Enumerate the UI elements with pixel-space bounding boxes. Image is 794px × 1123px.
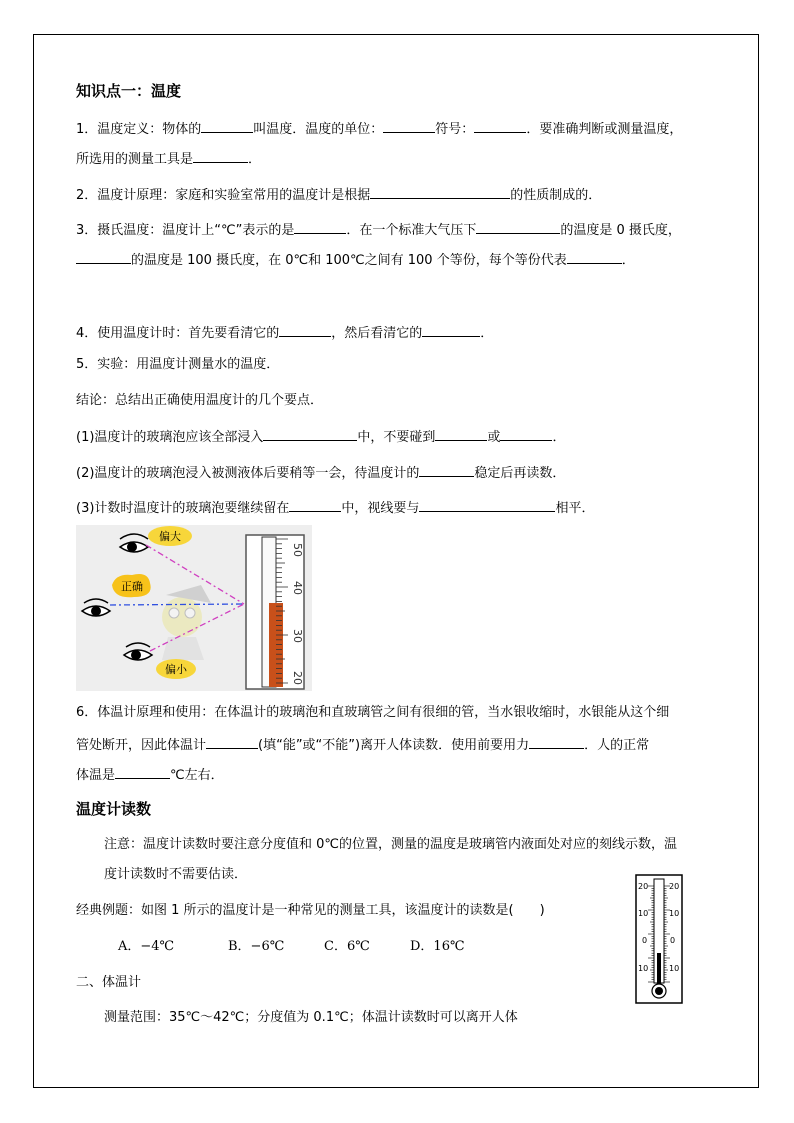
item-5: 5．实验：用温度计测量水的温度．: [76, 357, 280, 372]
option-b[interactable]: B．−6℃: [228, 939, 285, 954]
text: (3)计数时温度计的玻璃泡要继续留在: [76, 501, 290, 516]
point-2: [76, 463, 565, 483]
answer-blank[interactable]: [529, 735, 584, 749]
text: 的性质制成的．: [510, 188, 602, 203]
answer-blank[interactable]: [193, 149, 248, 163]
answer-blank[interactable]: [383, 119, 435, 133]
text: 体温是: [76, 768, 116, 783]
answer-blank[interactable]: [76, 250, 131, 264]
section-title-reading: 温度计读数: [76, 800, 152, 818]
text: 稳定后再读数．: [474, 466, 566, 481]
scale-label: 30: [291, 629, 304, 643]
option-a[interactable]: A．−4℃: [118, 939, 175, 954]
answer-blank[interactable]: [567, 250, 622, 264]
answer-blank[interactable]: [435, 427, 487, 441]
item-2: [76, 185, 601, 205]
scale-label: 0: [642, 936, 648, 945]
item-6-line-1: 6．体温计原理和使用：在体温计的玻璃泡和直玻璃管之间有很细的管，当水银收缩时，水银能从这个细: [76, 705, 670, 720]
text: ．: [248, 152, 262, 167]
answer-blank[interactable]: [419, 463, 474, 477]
label-high: 偏大: [159, 530, 181, 543]
answer-blank[interactable]: [279, 323, 331, 337]
note-line-1: 注意：温度计读数时要注意分度值和 0℃的位置，测量的温度是玻璃管内液面处对应的刻线示数，温: [104, 837, 678, 852]
answer-blank[interactable]: [289, 498, 341, 512]
option-d[interactable]: D．16℃: [410, 939, 465, 954]
thermometer-bulb-fill: [655, 987, 663, 995]
item-6-line-2: [76, 735, 649, 755]
answer-blank[interactable]: [370, 185, 510, 199]
thermometer-reading-figure: [76, 525, 312, 691]
text: ．人的正常: [584, 738, 650, 753]
text: 符号：: [435, 122, 475, 137]
text: ．在一个标准大气压下: [346, 223, 477, 238]
answer-blank[interactable]: [500, 427, 552, 441]
text: 叫温度．温度的单位：: [253, 122, 384, 137]
thermometer-figure-1: [634, 873, 684, 1005]
text: ．: [480, 326, 494, 341]
text: 1．温度定义：物体的: [76, 122, 202, 137]
text: ，然后看清它的: [331, 326, 423, 341]
measurement-range: 测量范围：35℃～42℃；分度值为 0.1℃；体温计读数时可以离开人体: [104, 1010, 518, 1025]
answer-blank[interactable]: [474, 119, 526, 133]
text: 中，不要碰到: [357, 430, 436, 445]
text: (2)温度计的玻璃泡浸入被测液体后要稍等一会，待温度计的: [76, 466, 420, 481]
scale-label: 50: [291, 543, 304, 557]
scale-label: 20: [291, 671, 304, 685]
text: ．: [621, 253, 635, 268]
label-correct: 正确: [121, 580, 143, 593]
text: ．要准确判断或测量温度，: [526, 122, 683, 137]
item-6-line-3: [76, 765, 224, 785]
item-1-line-1: [76, 119, 682, 139]
text: 3．摄氏温度：温度计上“℃”表示的是: [76, 223, 295, 238]
text: 或: [487, 430, 501, 445]
scale-label: 20: [669, 882, 680, 891]
subsection-clinical-thermometer: 二、体温计: [76, 975, 142, 990]
answer-blank[interactable]: [476, 220, 560, 234]
answer-blank[interactable]: [115, 765, 170, 779]
text: 中，视线要与: [341, 501, 420, 516]
scale-label: 10: [638, 964, 649, 973]
text: 相平．: [555, 501, 595, 516]
answer-blank[interactable]: [201, 119, 253, 133]
scale-label: 0: [670, 936, 676, 945]
item-4: [76, 323, 493, 343]
text: ℃左右．: [170, 768, 224, 783]
scale-label: 20: [638, 882, 649, 891]
note-line-2: 度计读数时不需要估读．: [104, 867, 248, 882]
text: (填“能”或“不能”)离开人体读数．使用前要用力: [258, 738, 530, 753]
answer-blank[interactable]: [263, 427, 357, 441]
scale-label: 10: [669, 909, 680, 918]
scale-label: 10: [669, 964, 680, 973]
scale-label: 40: [291, 581, 304, 595]
answer-blank[interactable]: [206, 735, 258, 749]
scale-label: 10: [638, 909, 649, 918]
label-low: 偏小: [165, 663, 187, 676]
option-c[interactable]: C．6℃: [324, 939, 370, 954]
text: 的温度是 0 摄氏度，: [560, 223, 681, 238]
item-3-line-2: [76, 250, 635, 270]
text: 的温度是 100 摄氏度，在 0℃和 100℃之间有 100 个等份，每个等份代表: [131, 253, 567, 268]
text: ．: [552, 430, 566, 445]
answer-blank[interactable]: [419, 498, 555, 512]
item-3-line-1: [76, 220, 681, 240]
conclusion: 结论：总结出正确使用温度计的几个要点．: [76, 393, 324, 408]
answer-blank[interactable]: [422, 323, 480, 337]
thermometer-liquid: [657, 953, 661, 987]
answer-blank[interactable]: [294, 220, 346, 234]
text: 4．使用温度计时：首先要看清它的: [76, 326, 280, 341]
text: 所选用的测量工具是: [76, 152, 194, 167]
point-3: [76, 498, 594, 518]
section-title-temperature: 知识点一：温度: [76, 82, 182, 100]
text: 2．温度计原理：家庭和实验室常用的温度计是根据: [76, 188, 371, 203]
example-question: 经典例题：如图 1 所示的温度计是一种常见的测量工具，该温度计的读数是( ): [76, 903, 545, 918]
point-1: [76, 427, 565, 447]
text: (1)温度计的玻璃泡应该全部浸入: [76, 430, 264, 445]
text: 管处断开，因此体温计: [76, 738, 207, 753]
item-1-line-2: [76, 149, 261, 169]
